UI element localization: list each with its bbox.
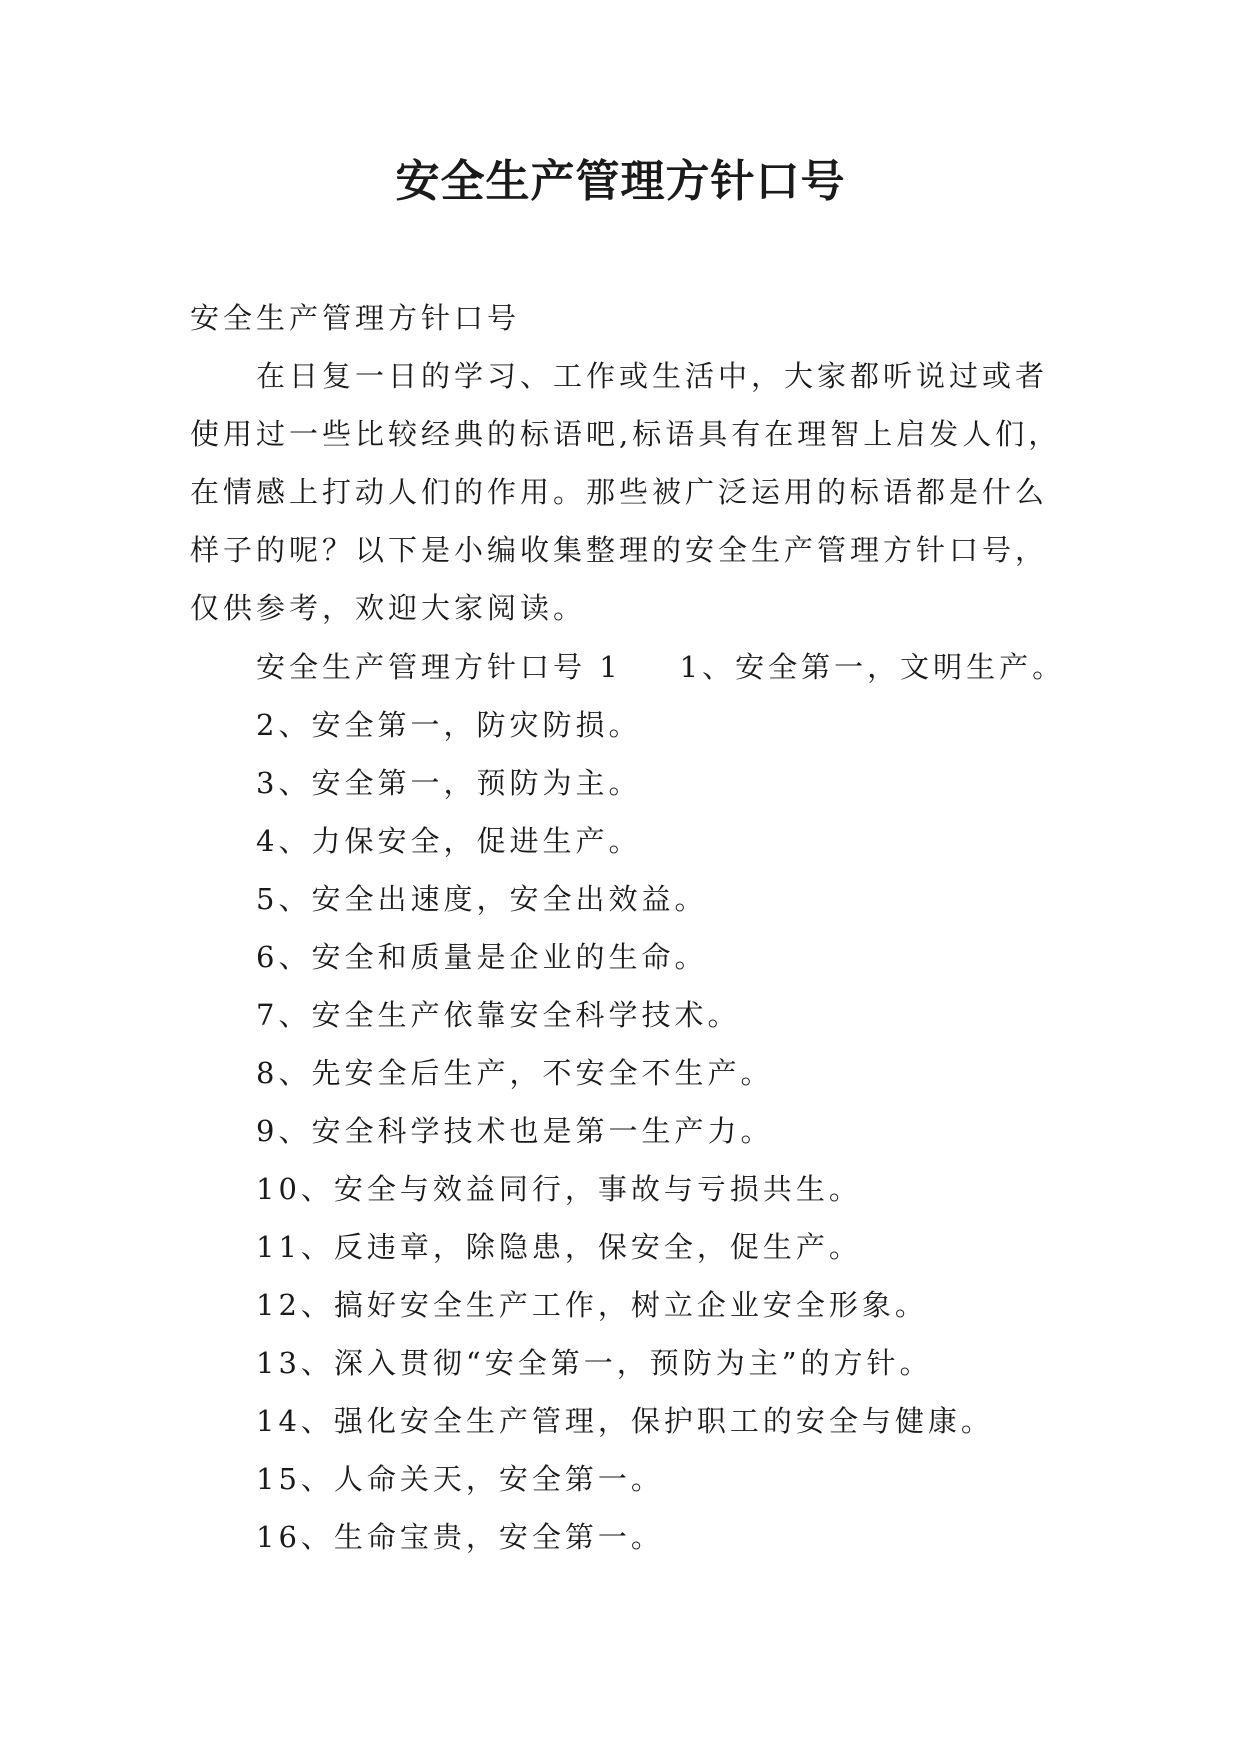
intro-line: 在日复一日的学习、工作或生活中，大家都听说过或者: [256, 359, 1049, 393]
slogan-list-item: 13、深入贯彻“安全第一，预防为主”的方针。: [256, 1346, 933, 1380]
document-subtitle: 安全生产管理方针口号: [190, 301, 521, 335]
intro-line: 样子的呢？以下是小编收集整理的安全生产管理方针口号，: [190, 533, 1049, 567]
document-title: 安全生产管理方针口号: [395, 156, 846, 207]
slogan-list-item: 9、安全科学技术也是第一生产力。: [256, 1114, 774, 1148]
slogan-list: [256, 638, 1065, 1566]
slogan-list-item: 3、安全第一，预防为主。: [256, 766, 642, 800]
intro-line: 在情感上打动人们的作用。那些被广泛运用的标语都是什么: [190, 475, 1049, 509]
slogan-list-item: 12、搞好安全生产工作，树立企业安全形象。: [256, 1288, 928, 1322]
slogan-list-item: 8、先安全后生产，不安全不生产。: [256, 1056, 774, 1090]
slogan-list-item: 11、反违章，除隐患，保安全，促生产。: [256, 1230, 862, 1264]
slogan-list-item: 5、安全出速度，安全出效益。: [256, 882, 708, 916]
slogan-list-item: 15、人命关天，安全第一。: [256, 1462, 664, 1496]
slogan-list-item: [256, 638, 1065, 696]
slogan-list-item: 2、安全第一，防灾防损。: [256, 708, 642, 742]
slogan-list-item: 7、安全生产依靠安全科学技术。: [256, 998, 741, 1032]
slogan-list-item: 10、安全与效益同行，事故与亏损共生。: [256, 1172, 862, 1206]
section-heading: 安全生产管理方针口号 1: [256, 650, 622, 684]
intro-line: 使用过一些比较经典的标语吧,标语具有在理智上启发人们，: [190, 417, 1062, 451]
slogan-list-item: 6、安全和质量是企业的生命。: [256, 940, 708, 974]
slogan-text: 1、安全第一，文明生产。: [679, 650, 1066, 684]
slogan-list-item: 14、强化安全生产管理，保护职工的安全与健康。: [256, 1404, 994, 1438]
intro-line: 仅供参考，欢迎大家阅读。: [190, 591, 587, 625]
slogan-list-item: 16、生命宝贵，安全第一。: [256, 1520, 664, 1554]
intro-paragraph: [190, 347, 1090, 637]
slogan-list-item: 4、力保安全，促进生产。: [256, 824, 642, 858]
